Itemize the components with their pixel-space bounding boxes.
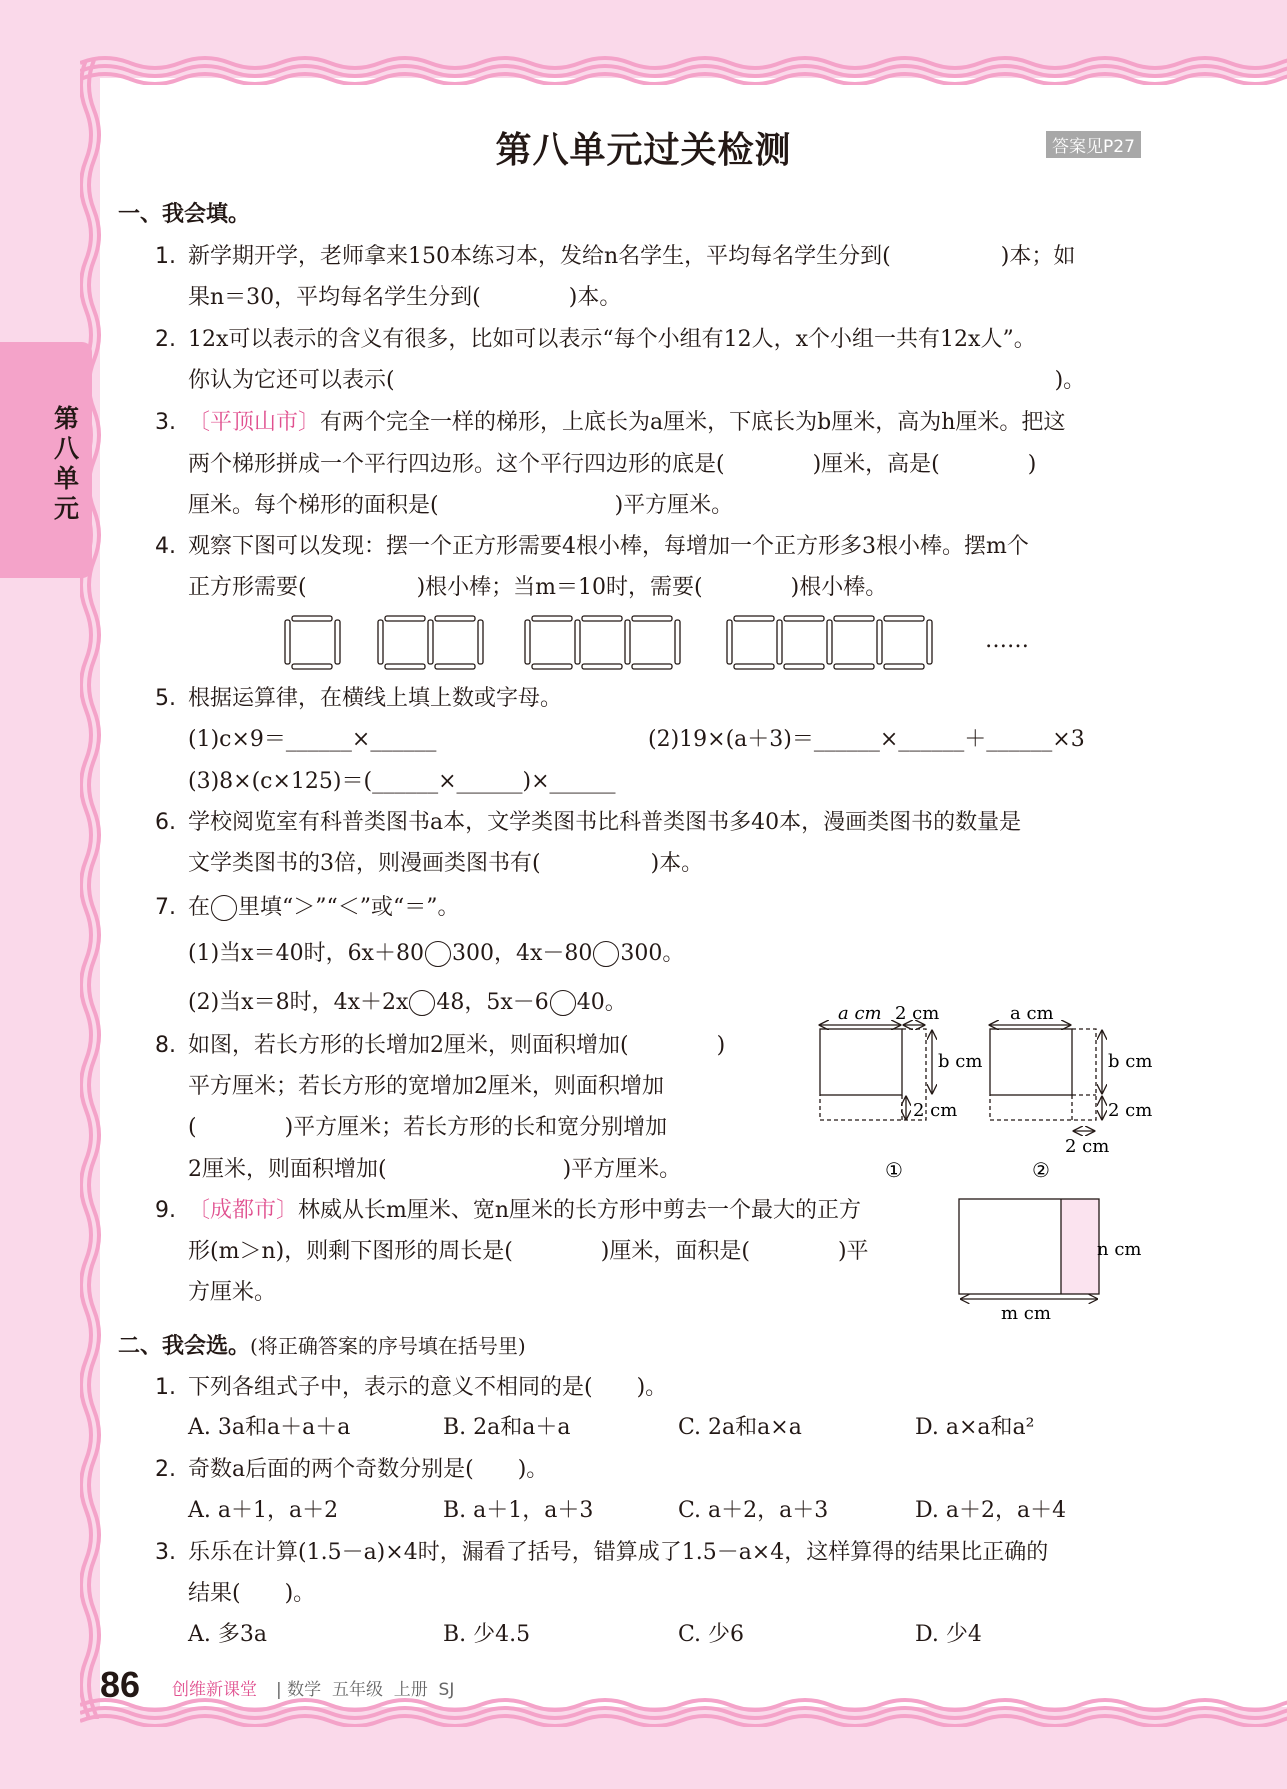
label-m-cm: m cm (1001, 1303, 1051, 1324)
q4-line1: 观察下图可以发现：摆一个正方形需要4根小棒，每增加一个正方形多3根小棒。摆m个 (188, 534, 1029, 559)
matchstick (777, 620, 782, 664)
matchstick (285, 620, 290, 664)
q3-line1 (188, 408, 1065, 438)
page-number: 86 (100, 1664, 141, 1705)
q7-part2 (188, 988, 627, 1018)
matchstick (834, 616, 874, 621)
section2-note: (将正确答案的序号填在括号里) (250, 1334, 526, 1358)
q5-part3: (3)8×(c×125)＝(______×______)×______ (188, 769, 616, 794)
section2-title (118, 1331, 526, 1362)
matchstick (385, 664, 425, 669)
matchstick (827, 620, 832, 664)
label-2cm-2: 2 cm (913, 1100, 958, 1121)
page-title: 第八单元过关检测 (495, 130, 792, 171)
wavy-border-bottom (80, 1697, 1287, 1727)
answer-circle[interactable] (409, 990, 435, 1016)
q8-line3: ( )平方厘米；若长方形的长和宽分别增加 (188, 1115, 668, 1140)
matchstick (532, 664, 572, 669)
side-tab-label: 第八单元 (54, 404, 80, 523)
s2-option-a: A. 3a和a＋a＋a (188, 1415, 351, 1440)
q4-number: 4. (155, 534, 176, 559)
matchstick (734, 616, 774, 621)
label-b-cm-2: b cm (1108, 1051, 1153, 1072)
s2-question-line1: 下列各组式子中，表示的意义不相同的是( )。 (188, 1375, 668, 1400)
label-2cm-3: 2 cm (1108, 1100, 1153, 1121)
s2-option-c: C. 2a和a×a (678, 1415, 802, 1440)
matchstick (632, 616, 672, 621)
q3-source-tag: 〔平顶山市〕 (188, 410, 321, 435)
q2-line1: 12x可以表示的含义有很多，比如可以表示“每个小组有12人，x个小组一共有12x人”。 (188, 327, 1036, 352)
q7-text: 里填“＞”“＜”或“＝”。 (238, 895, 460, 920)
s2-question-number: 2. (155, 1457, 176, 1482)
matchstick (335, 620, 340, 664)
s2-option-d: D. 少4 (915, 1622, 982, 1647)
s2-option-c: C. a＋2，a＋3 (678, 1498, 829, 1523)
label-b-cm-1: b cm (938, 1051, 983, 1072)
s2-option-a: A. a＋1，a＋2 (188, 1498, 339, 1523)
label-a-cm-2: a cm (1010, 1003, 1054, 1024)
q1-line1: 新学期开学，老师拿来150本练习本，发给n名学生，平均每名学生分到( )本；如 (188, 244, 1076, 269)
s2-option-a: A. 多3a (188, 1622, 267, 1647)
matchstick (734, 664, 774, 669)
wavy-border-top (80, 55, 1287, 85)
q2-number: 2. (155, 327, 176, 352)
s2-option-b: B. 2a和a＋a (443, 1415, 571, 1440)
q8-line4: 2厘米，则面积增加( )平方厘米。 (188, 1157, 682, 1182)
wavy-border-left (80, 60, 106, 1719)
q9-source-tag: 〔成都市〕 (188, 1198, 299, 1223)
q4-ellipsis: …… (985, 628, 1029, 653)
q8-line1: 如图，若长方形的长增加2厘米，则面积增加( ) (188, 1033, 726, 1058)
q3-line2: 两个梯形拼成一个平行四边形。这个平行四边形的底是( )厘米，高是( ) (188, 452, 1037, 477)
cut-square-figure (955, 1195, 1175, 1325)
q7-text: 48，5x－6 (436, 990, 549, 1015)
matchstick (632, 664, 672, 669)
matchstick (378, 620, 383, 664)
matchstick (582, 616, 622, 621)
rectangle-area-figures (800, 995, 1180, 1185)
section1-title: 一、我会填。 (118, 202, 251, 227)
matchstick (525, 620, 530, 664)
q4-line2: 正方形需要( )根小棒；当m＝10时，需要( )根小棒。 (188, 575, 888, 600)
q5-line1: 根据运算律，在横线上填上数或字母。 (188, 686, 563, 711)
answer-circle[interactable] (550, 990, 576, 1016)
matchstick-squares-figure (270, 612, 1030, 672)
matchstick (478, 620, 483, 664)
q7-text: (2)当x＝8时，4x＋2x (188, 990, 409, 1015)
q7-text: 40。 (576, 990, 627, 1015)
matchstick (428, 620, 433, 664)
q6-number: 6. (155, 810, 176, 835)
s2-question-line2: 结果( )。 (188, 1581, 316, 1606)
q8-line2: 平方厘米；若长方形的宽增加2厘米，则面积增加 (188, 1074, 664, 1099)
q7-text: 300。 (620, 941, 685, 966)
unit-side-tab (0, 342, 92, 578)
matchstick (292, 616, 332, 621)
q7-text: 300，4x－80 (451, 941, 593, 966)
answer-reference-badge: 答案见P27 (1046, 131, 1141, 158)
matchstick (884, 664, 924, 669)
answer-circle[interactable] (593, 941, 619, 967)
q7-text: (1)当x＝40时，6x＋80 (188, 941, 424, 966)
section2-heading: 二、我会选。 (118, 1334, 251, 1359)
q7-number: 7. (155, 895, 176, 920)
q9-number: 9. (155, 1198, 176, 1223)
s2-question-line1: 乐乐在计算(1.5－a)×4时，漏看了括号，错算成了1.5－a×4，这样算得的结果比正确的 (188, 1540, 1049, 1565)
figure-label-1: ① (885, 1158, 903, 1182)
matchstick (385, 616, 425, 621)
q1-number: 1. (155, 244, 176, 269)
s2-question-line1: 奇数a后面的两个奇数分别是( )。 (188, 1457, 549, 1482)
label-2cm-4: 2 cm (1065, 1136, 1110, 1157)
matchstick (784, 664, 824, 669)
q7-part1 (188, 939, 684, 969)
q9-line1-text: 林威从长m厘米、宽n厘米的长方形中剪去一个最大的正方 (298, 1198, 862, 1223)
q6-line2: 文学类图书的3倍，则漫画类图书有( )本。 (188, 851, 704, 876)
label-2cm-1: 2 cm (895, 1003, 940, 1024)
matchstick (292, 664, 332, 669)
matchstick (834, 664, 874, 669)
q7-line1 (188, 893, 460, 923)
matchstick (532, 616, 572, 621)
q1-line2: 果n＝30，平均每名学生分到( )本。 (188, 285, 622, 310)
matchstick (727, 620, 732, 664)
q9-line1 (188, 1196, 861, 1226)
s2-question-number: 1. (155, 1375, 176, 1400)
matchstick (625, 620, 630, 664)
matchstick (582, 664, 622, 669)
answer-circle[interactable] (211, 895, 237, 921)
matchstick (927, 620, 932, 664)
q3-line1-text: 有两个完全一样的梯形，上底长为a厘米，下底长为b厘米，高为h厘米。把这 (320, 410, 1066, 435)
footer-book-info: | 数学 五年级 上册 SJ (276, 1680, 455, 1700)
s2-option-d: D. a＋2，a＋4 (915, 1498, 1067, 1523)
matchstick (884, 616, 924, 621)
q3-number: 3. (155, 410, 176, 435)
q3-line3: 厘米。每个梯形的面积是( )平方厘米。 (188, 493, 734, 518)
matchstick (675, 620, 680, 664)
q2-line2: 你认为它还可以表示( )。 (188, 368, 1086, 393)
matchstick (877, 620, 882, 664)
q5-part2: (2)19×(a＋3)＝______×______＋______×3 (648, 727, 1085, 752)
q5-part1: (1)c×9＝______×______ (188, 727, 437, 752)
s2-option-d: D. a×a和a² (915, 1415, 1035, 1440)
label-n-cm: n cm (1097, 1239, 1142, 1260)
matchstick (435, 616, 475, 621)
label-a-cm-1: a cm (838, 1003, 882, 1024)
s2-option-b: B. a＋1，a＋3 (443, 1498, 594, 1523)
q5-number: 5. (155, 686, 176, 711)
matchstick (575, 620, 580, 664)
q7-text: 在 (188, 895, 211, 920)
q9-line3: 方厘米。 (188, 1280, 277, 1305)
q8-number: 8. (155, 1033, 176, 1058)
s2-option-c: C. 少6 (678, 1622, 745, 1647)
q6-line1: 学校阅览室有科普类图书a本，文学类图书比科普类图书多40本，漫画类图书的数量是 (188, 810, 1022, 835)
matchstick (784, 616, 824, 621)
q9-line2: 形(m＞n)，则剩下图形的周长是( )厘米，面积是( )平 (188, 1239, 869, 1264)
answer-circle[interactable] (425, 941, 451, 967)
figure-label-2: ② (1032, 1158, 1050, 1182)
matchstick (435, 664, 475, 669)
footer-brand: 创维新课堂 (172, 1680, 257, 1700)
s2-option-b: B. 少4.5 (443, 1622, 531, 1647)
s2-question-number: 3. (155, 1540, 176, 1565)
